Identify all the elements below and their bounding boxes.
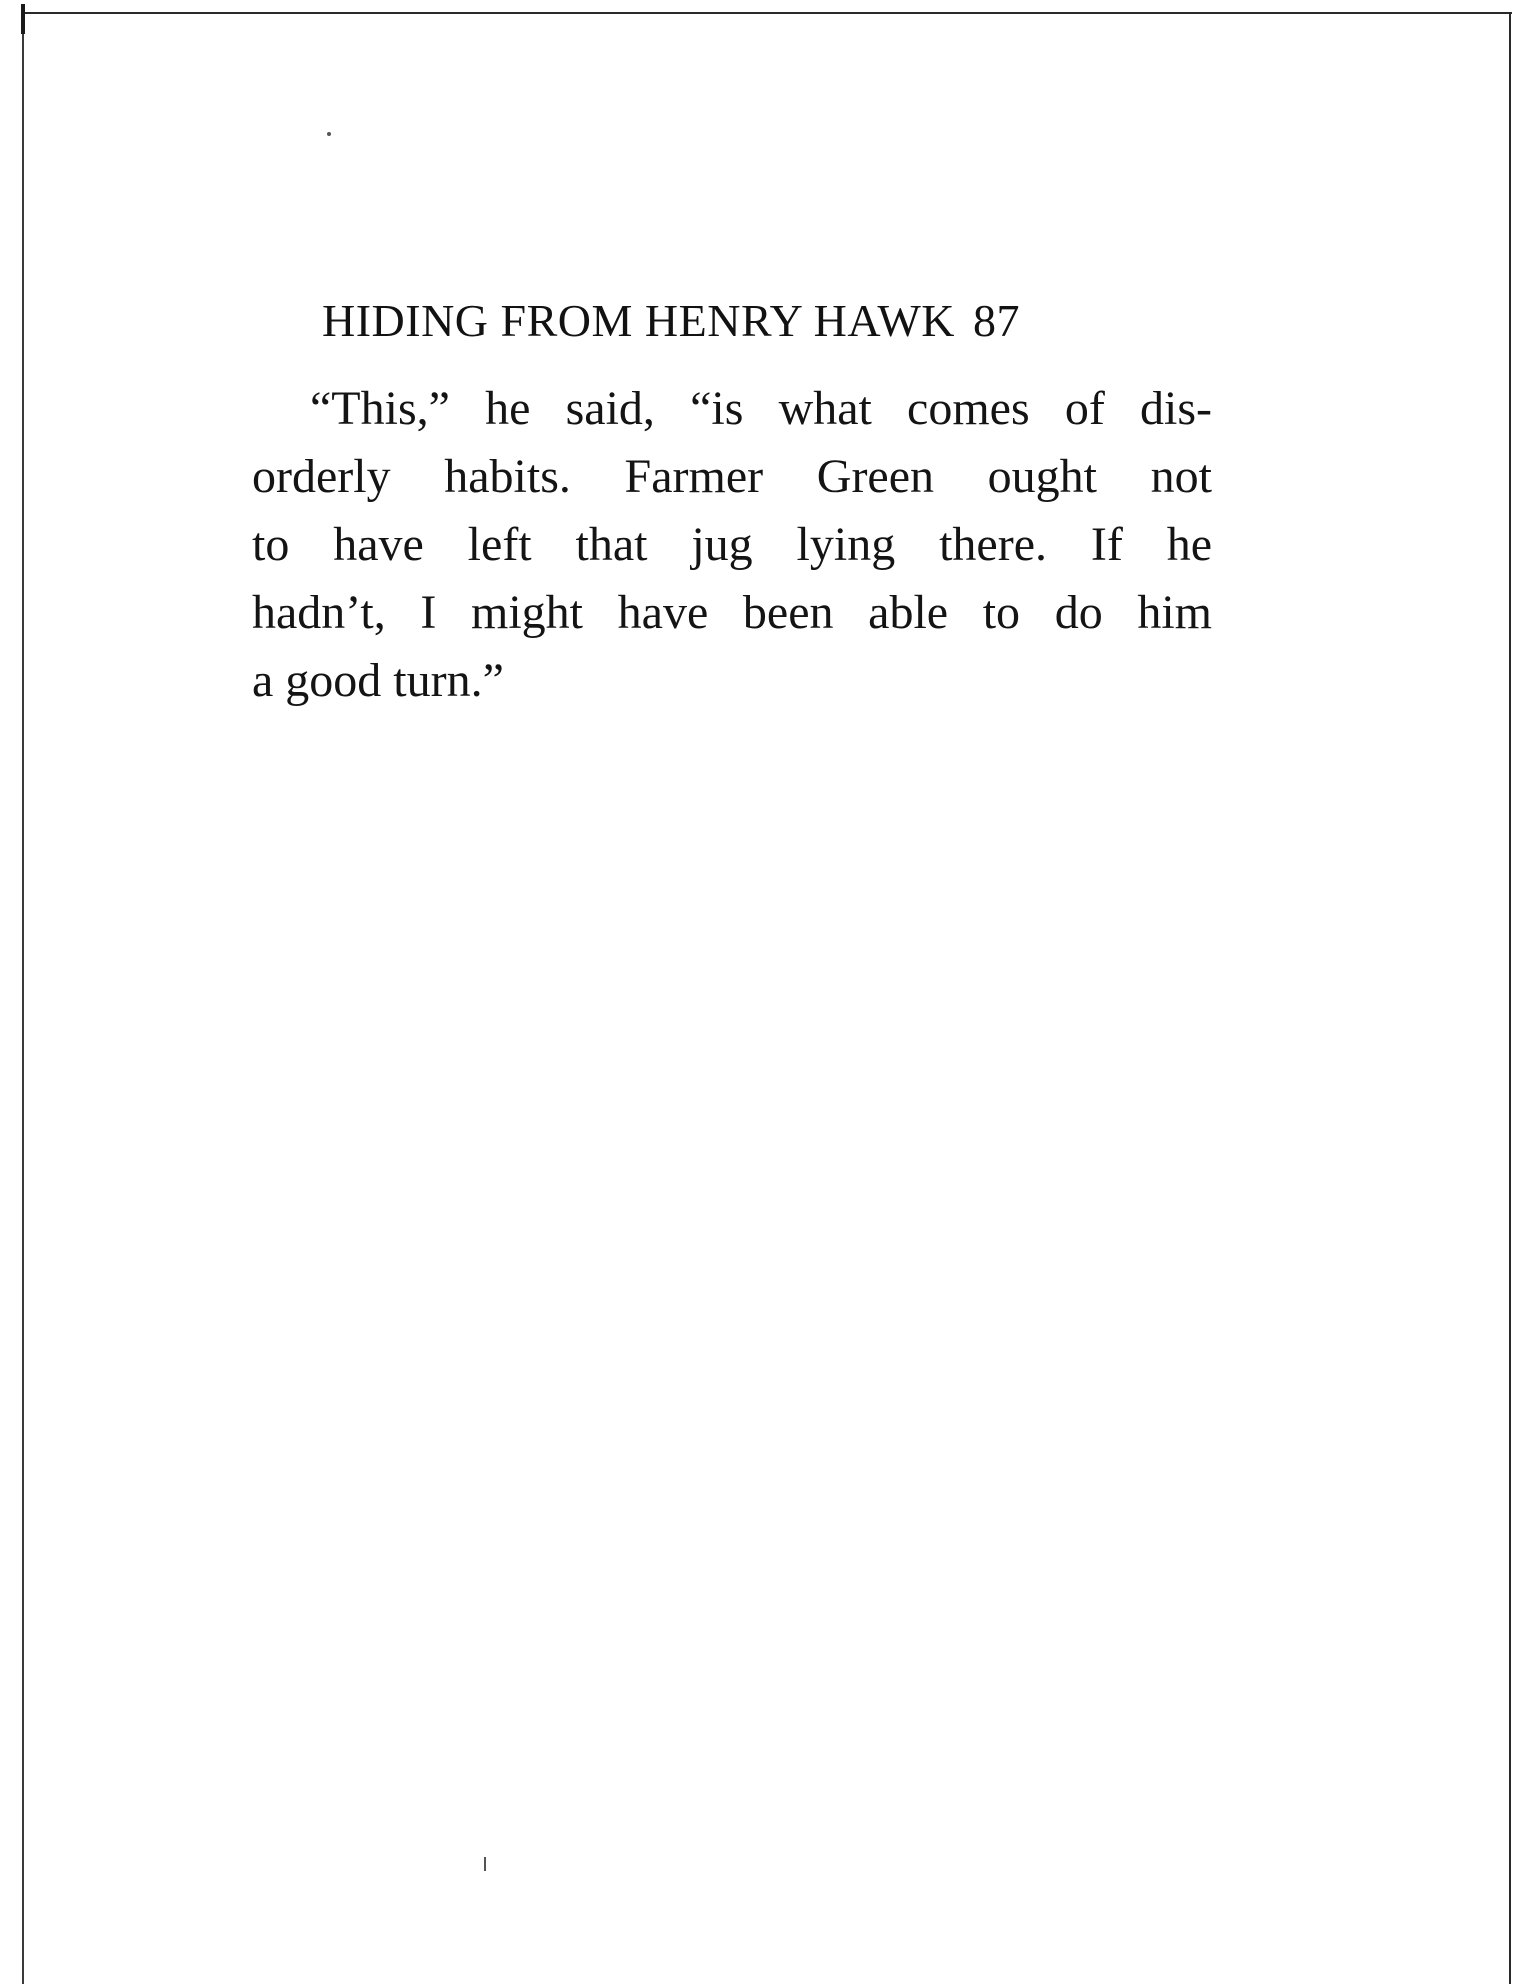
running-head-title: HIDING FROM HENRY HAWK — [322, 295, 955, 346]
scan-border-right — [1509, 12, 1511, 1984]
scan-border-top — [22, 12, 1512, 14]
text-line: to have left that jug lying there. If he — [252, 518, 1212, 571]
text-line: a good turn.” — [252, 654, 504, 707]
scan-speck — [484, 1857, 486, 1871]
scan-speck — [327, 132, 331, 136]
page-text — [252, 293, 1212, 715]
text-line: “This,” he said, “is what comes of dis- — [310, 382, 1212, 435]
text-line: orderly habits. Farmer Green ought not — [252, 450, 1212, 503]
page-number: 87 — [973, 295, 1020, 346]
text-line: hadn’t, I might have been able to do him — [252, 586, 1212, 639]
running-head — [322, 293, 1212, 349]
scan-border-left — [22, 8, 24, 1984]
scan-border-mark — [21, 4, 25, 34]
body-paragraph — [252, 375, 1212, 715]
